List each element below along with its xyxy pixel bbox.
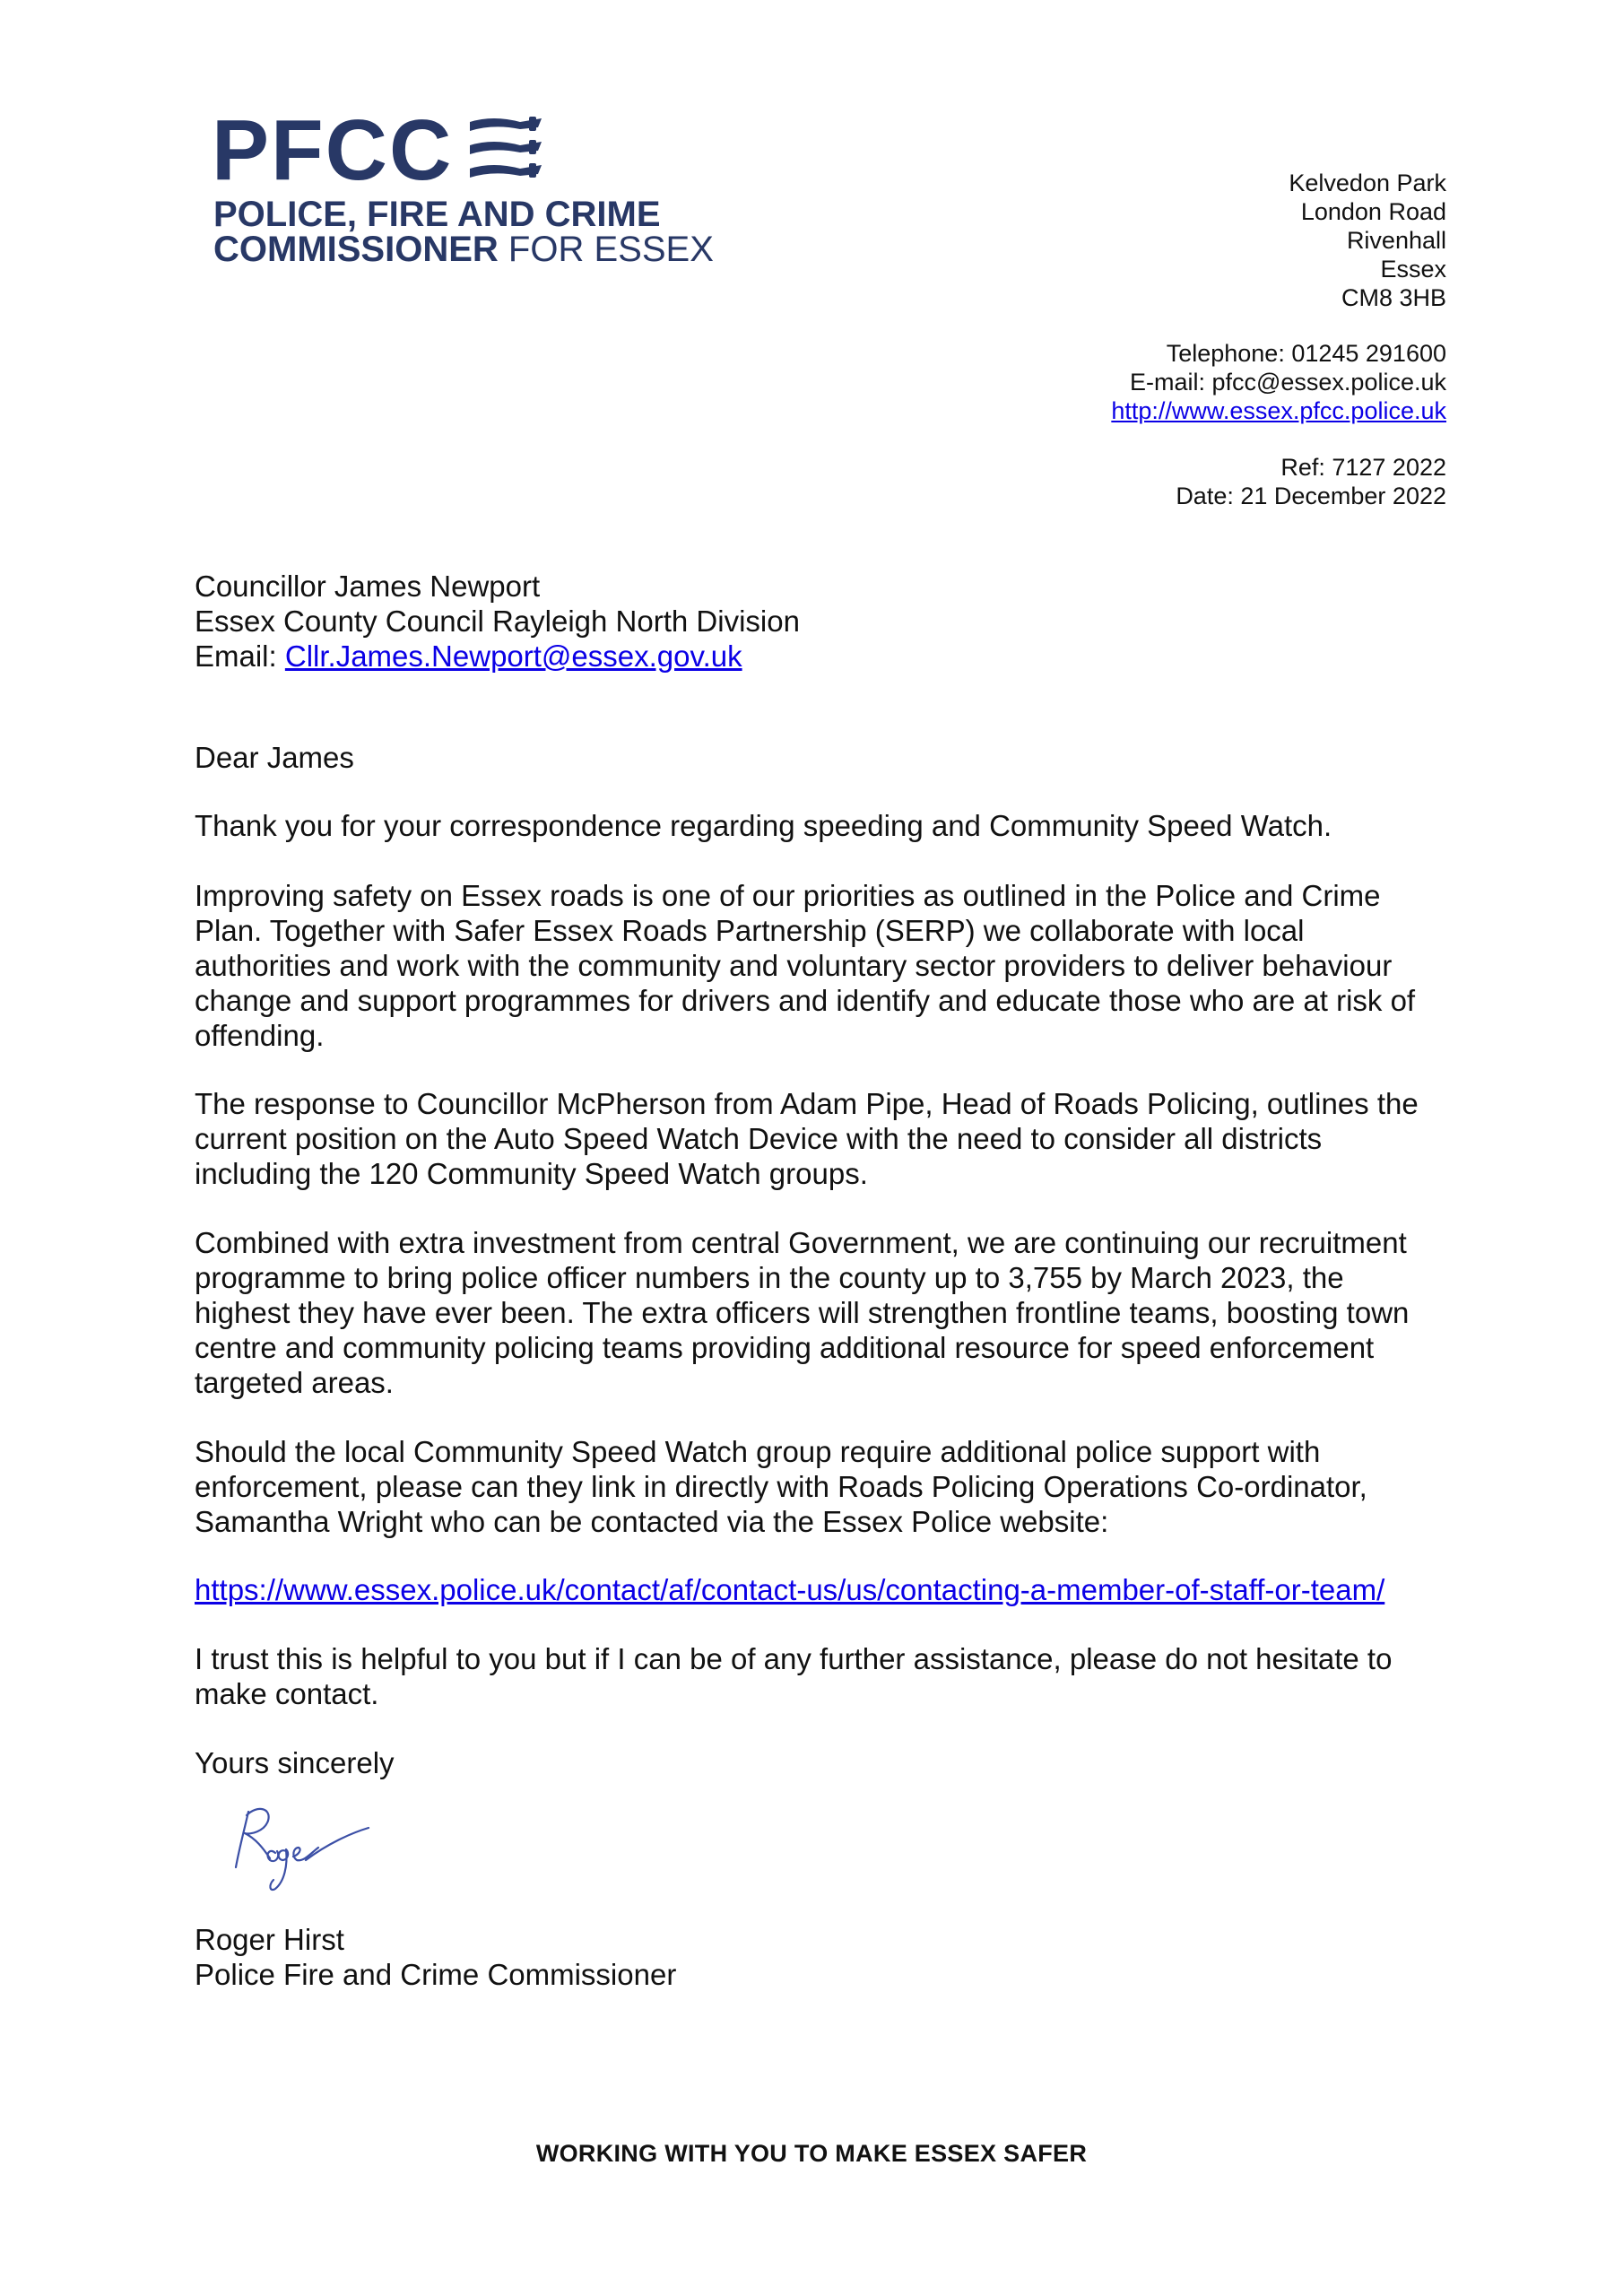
signer-block [195, 1922, 676, 1992]
letter-date: Date: 21 December 2022 [1176, 483, 1446, 509]
text-line: current position on the Auto Speed Watch Device with the need to consider all districts [195, 1122, 1323, 1155]
pfcc-logo [208, 102, 714, 269]
text-line: centre and community policing teams providing additional resource for speed enforcement [195, 1331, 1375, 1364]
address-line: London Road [1300, 198, 1446, 225]
handwritten-signature [193, 1785, 381, 1919]
contact-link-paragraph [195, 1572, 1468, 1607]
email: E-mail: pfcc@essex.police.uk [1129, 369, 1446, 396]
recipient-block [195, 569, 800, 674]
text-line: targeted areas. [195, 1366, 394, 1399]
text-line: Should the local Community Speed Watch group require additional police support with [195, 1435, 1321, 1468]
text-line: programme to bring police officer numbers in the county up to 3,755 by March 2023, the [195, 1261, 1344, 1294]
text-line: enforcement, please can they link in directly with Roads Policing Operations Co-ordinator, [195, 1470, 1367, 1503]
reference-block [1176, 453, 1446, 510]
essex-seaxes-icon [466, 113, 549, 190]
text-line: highest they have ever been. The extra officers will strengthen frontline teams, boosting town [195, 1296, 1410, 1329]
address-line: Kelvedon Park [1289, 170, 1446, 196]
paragraph-5 [195, 1434, 1468, 1539]
sender-contact [1111, 339, 1446, 425]
logo-wordmark: PFCC [212, 102, 454, 198]
paragraph-6 [195, 1641, 1468, 1711]
recipient-name: Councillor James Newport [195, 570, 541, 603]
recipient-org: Essex County Council Rayleigh North Division [195, 604, 800, 638]
text-line: Plan. Together with Safer Essex Roads Partnership (SERP) we collaborate with local [195, 914, 1305, 947]
paragraph-3 [195, 1086, 1468, 1191]
paragraph-2 [195, 878, 1468, 1053]
text-line: I trust this is helpful to you but if I can be of any further assistance, please do not hesitate to [195, 1642, 1393, 1675]
text-line: Improving safety on Essex roads is one of our priorities as outlined in the Police and Crime [195, 879, 1381, 912]
text-line: Samantha Wright who can be contacted via the Essex Police website: [195, 1505, 1109, 1538]
signer-title: Police Fire and Crime Commissioner [195, 1958, 677, 1991]
text-line: offending. [195, 1019, 325, 1052]
reference: Ref: 7127 2022 [1280, 454, 1446, 481]
sender-address [1289, 169, 1446, 312]
logo-line2-thin: FOR ESSEX [508, 230, 714, 269]
text-line: The response to Councillor McPherson from Adam Pipe, Head of Roads Policing, outlines the [195, 1087, 1419, 1120]
recipient-email-label: Email: [195, 639, 285, 673]
logo-line1: POLICE, FIRE AND CRIME [213, 195, 661, 234]
address-line: Essex [1380, 256, 1446, 283]
footer-slogan: WORKING WITH YOU TO MAKE ESSEX SAFER [535, 2140, 1088, 2167]
paragraph-4 [195, 1225, 1468, 1400]
text-line: Combined with extra investment from central Government, we are continuing our recruitment [195, 1226, 1407, 1259]
contact-staff-link[interactable]: https://www.essex.police.uk/contact/af/contact-us/us/contacting-a-member-of-staff-or-team/ [195, 1573, 1385, 1606]
paragraph-1: Thank you for your correspondence regarding speeding and Community Speed Watch. [195, 809, 1332, 842]
logo-line2-bold: COMMISSIONER [213, 230, 499, 269]
signer-name: Roger Hirst [195, 1923, 344, 1956]
closing: Yours sincerely [195, 1746, 395, 1779]
salutation: Dear James [195, 741, 354, 774]
address-line: Rivenhall [1346, 227, 1446, 254]
text-line: authorities and work with the community and voluntary sector providers to deliver behaviour [195, 949, 1393, 982]
logo-line2 [213, 231, 714, 267]
website-link[interactable]: http://www.essex.pfcc.police.uk [1111, 397, 1446, 424]
recipient-email-link[interactable]: Cllr.James.Newport@essex.gov.uk [284, 639, 742, 673]
text-line: make contact. [195, 1677, 379, 1710]
telephone: Telephone: 01245 291600 [1166, 340, 1446, 367]
address-line: CM8 3HB [1341, 284, 1446, 311]
text-line: including the 120 Community Speed Watch groups. [195, 1157, 868, 1190]
text-line: change and support programmes for drivers and identify and educate those who are at risk of [195, 984, 1416, 1017]
